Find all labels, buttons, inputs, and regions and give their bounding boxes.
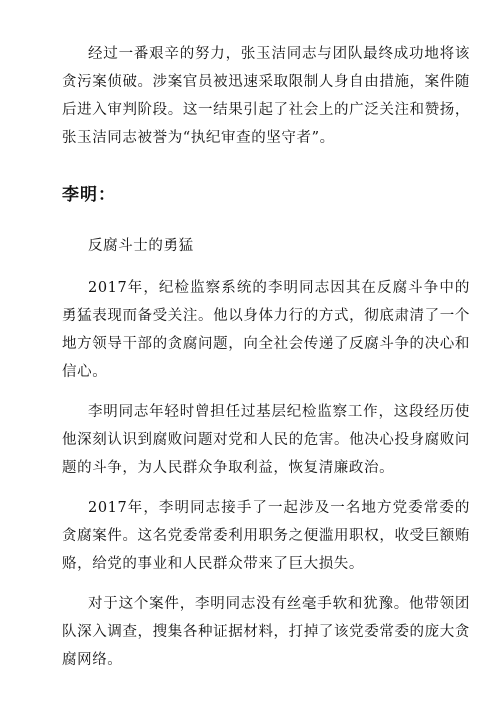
paragraph-2017-attention: 2017年，纪检监察系统的李明同志因其在反腐斗争中的勇猛表现而备受关注。他以身体力行的方式，彻底肃清了一个地方领导干部的贪腐问题，向全社会传递了反腐斗争的决心和信心。 [62, 280, 470, 380]
subheading: 反腐斗士的勇猛 [88, 238, 194, 254]
paragraph-2017-case: 2017年，李明同志接手了一起涉及一名地方党委常委的贪腐案件。这名党委常委利用职务之便滥用职权，收受巨额贿赂，给党的事业和人民群众带来了巨大损失。 [62, 500, 470, 572]
section-heading-li-ming: 李明： [62, 185, 116, 205]
paragraph-investigation: 对于这个案件，李明同志没有丝毫手软和犹豫。他带领团队深入调查，搜集各种证据材料，打掉了该党委常委的庞大贪腐网络。 [62, 596, 470, 668]
paragraph-case-result: 经过一番艰辛的努力，张玉洁同志与团队最终成功地将该贪污案侦破。涉案官员被迅速采取限制人身自由措施，案件随后进入审判阶段。这一结果引起了社会上的广泛关注和赞扬，张玉洁同志被誉为“执纪审查的坚守者”。 [62, 46, 470, 146]
paragraph-early-career: 李明同志年轻时曾担任过基层纪检监察工作，这段经历使他深刻认识到腐败问题对党和人民的危害。他决心投身腐败问题的斗争，为人民群众争取利益，恢复清廉政治。 [62, 404, 470, 476]
